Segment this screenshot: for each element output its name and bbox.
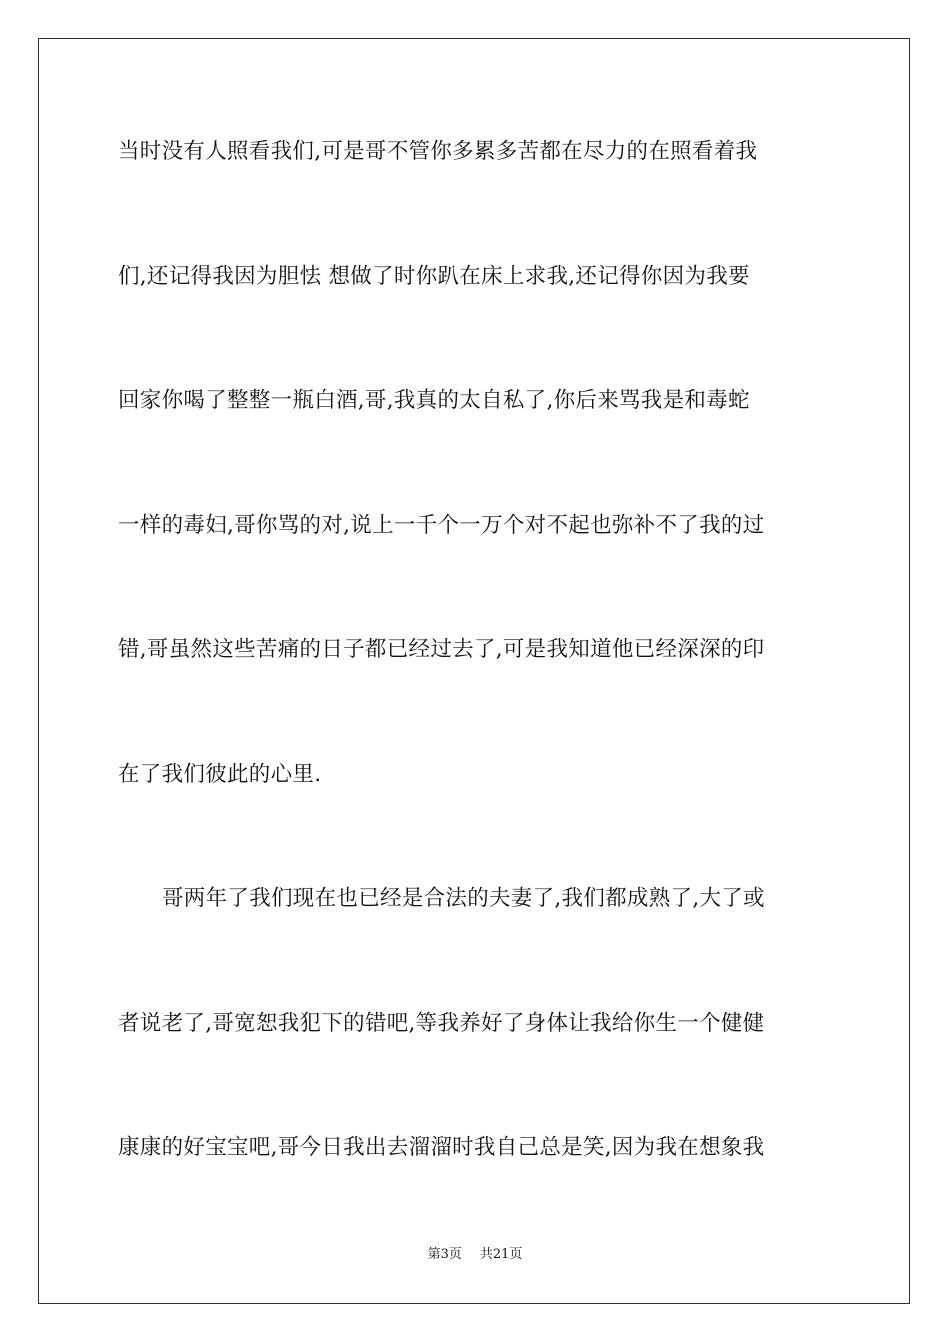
text-line-7: 哥两年了我们现在也已经是合法的夫妻了,我们都成熟了,大了或 [162, 886, 765, 911]
text-line-1: 当时没有人照看我们,可是哥不管你多累多苦都在尽力的在照看着我 [118, 139, 758, 164]
text-line-4: 一样的毒妇,哥你骂的对,说上一千个一万个对不起也弥补不了我的过 [118, 513, 765, 538]
page-border [38, 38, 910, 1304]
page-number: 第3页 [427, 1247, 462, 1262]
text-line-8: 者说老了,哥宽恕我犯下的错吧,等我养好了身体让我给你生一个健健 [118, 1011, 765, 1036]
text-line-9: 康康的好宝宝吧,哥今日我出去溜溜时我自己总是笑,因为我在想象我 [118, 1135, 765, 1160]
text-line-2: 们,还记得我因为胆怯 想做了时你趴在床上求我,还记得你因为我要 [118, 264, 750, 289]
text-line-3: 回家你喝了整整一瓶白酒,哥,我真的太自私了,你后来骂我是和毒蛇 [118, 388, 750, 413]
text-line-5: 错,哥虽然这些苦痛的日子都已经过去了,可是我知道他已经深深的印 [118, 637, 765, 662]
page-footer [0, 1247, 950, 1263]
page-total: 共21页 [479, 1247, 523, 1262]
text-line-6: 在了我们彼此的心里. [118, 762, 322, 787]
